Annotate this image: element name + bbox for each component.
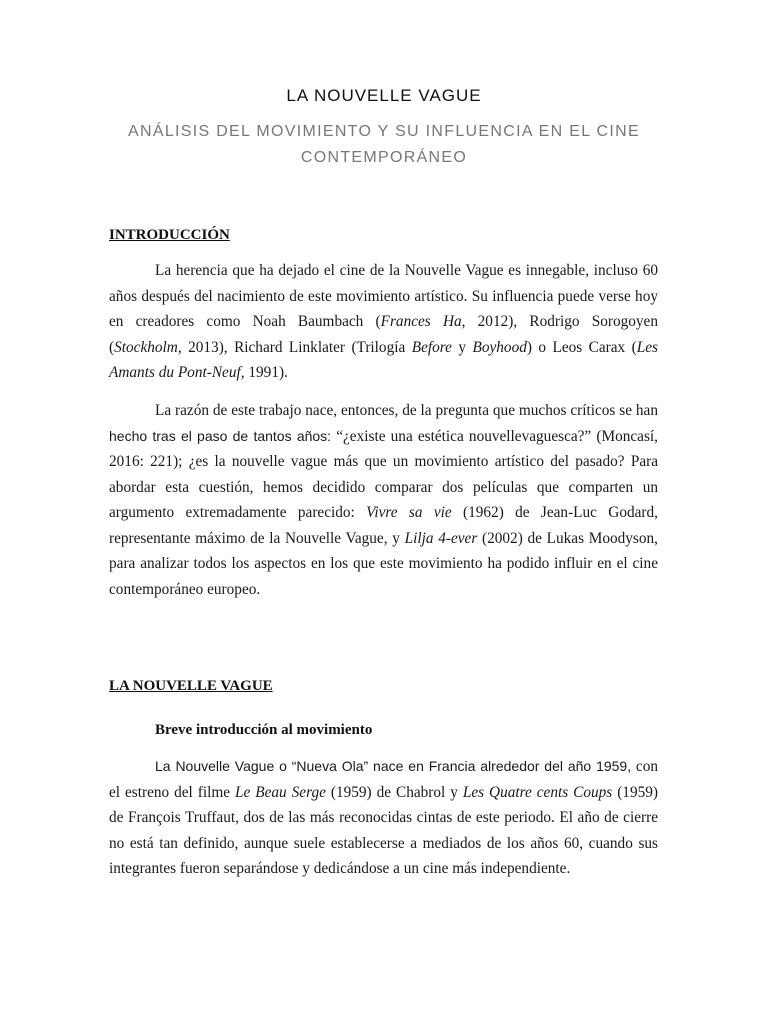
text-segment: 1991). xyxy=(244,364,288,381)
film-title: Les Quatre cents Coups xyxy=(462,783,613,801)
film-title: Lilja 4-ever xyxy=(404,529,478,547)
film-title: Boyhood xyxy=(472,338,527,356)
film-title: Before xyxy=(411,338,452,356)
text-segment: ) o Leos Carax ( xyxy=(526,338,637,356)
text-segment: con el estreno del filme xyxy=(109,758,658,801)
document-title: LA NOUVELLE VAGUE xyxy=(286,86,482,105)
text-segment: La Nouvelle Vague o “Nueva Ola” nace en Francia alrededor del año 1959, xyxy=(155,758,632,774)
text-segment: (1959) de Chabrol y xyxy=(325,783,463,801)
text-segment: (1959) de François Truffaut, dos de las más reconocidas cintas de este periodo. El año de cierre no está tan definido, aunque suele establecerse a mediados de los años 60, cuando sus integrantes fueron separándose y dedicándose a un cine más independiente. xyxy=(109,783,658,877)
paragraph-movement-1 xyxy=(109,754,658,882)
text-segment: , 2013), Richard Linklater (Trilogía xyxy=(177,338,412,356)
document-subtitle: ANÁLISIS DEL MOVIMIENTO Y SU INFLUENCIA EN EL CINE CONTEMPORÁNEO xyxy=(128,123,640,166)
text-segment: (1962) de Jean-Luc Godard, representante máximo de la Nouvelle Vague, y xyxy=(109,504,658,547)
text-segment: “¿existe una estética nouvellevaguesca?” (Moncasí, 2016: 221); ¿es la nouvelle vague más que un movimiento artístico del pasado? Para abordar esta cuestión, hemos decidido comparar dos películas que comparten un argumento extremadamente parecido: xyxy=(109,427,658,521)
section-subheading: Breve introducción al movimiento xyxy=(155,722,373,738)
text-segment: , 2012), Rodrigo Sorogoyen ( xyxy=(109,313,658,356)
section-heading-nouvelle-vague: LA NOUVELLE VAGUE xyxy=(109,678,273,694)
text-segment: La razón de este trabajo nace, entonces, de la pregunta que muchos críticos se han xyxy=(155,402,658,419)
paragraph-intro-2 xyxy=(109,398,658,602)
section-heading-introduccion: INTRODUCCIÓN xyxy=(109,227,230,243)
film-title: Frances Ha xyxy=(380,313,462,330)
text-segment: La herencia que ha dejado el cine de la Nouvelle Vague es innegable, incluso 60 años después del nacimiento de este movimiento artístico. Su influencia puede verse hoy en creadores como Noah Baumbach ( xyxy=(109,262,658,330)
text-segment: hecho tras el paso de tantos años: xyxy=(109,427,332,444)
film-title: Vivre sa vie xyxy=(366,504,452,521)
film-title: Le Beau Serge xyxy=(235,783,326,801)
paragraph-intro-1 xyxy=(109,258,658,386)
film-title: Les Amants du Pont-Neuf, xyxy=(109,338,658,381)
text-segment: y xyxy=(451,338,473,356)
film-title: Stockholm xyxy=(114,338,178,356)
text-segment: (2002) de Lukas Moodyson, para analizar todos los aspectos en los que este movimiento ha podido influir en el cine contemporáneo europeo. xyxy=(109,529,659,598)
